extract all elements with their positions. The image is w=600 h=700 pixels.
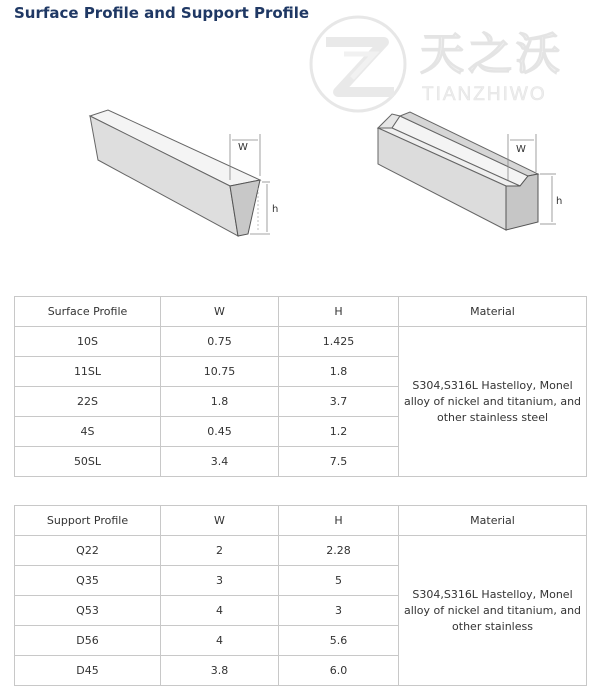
h-cell: 1.8 xyxy=(279,357,399,387)
profile-cell: D45 xyxy=(15,656,161,686)
profile-cell: Q35 xyxy=(15,566,161,596)
support-width-label: W xyxy=(516,144,526,155)
h-cell: 3.7 xyxy=(279,387,399,417)
w-cell: 10.75 xyxy=(161,357,279,387)
column-header-w: W xyxy=(161,297,279,327)
profile-cell: D56 xyxy=(15,626,161,656)
column-header-material: Material xyxy=(399,297,587,327)
w-cell: 3.8 xyxy=(161,656,279,686)
w-cell: 4 xyxy=(161,596,279,626)
h-cell: 3 xyxy=(279,596,399,626)
w-cell: 3.4 xyxy=(161,447,279,477)
profile-cell: 4S xyxy=(15,417,161,447)
surface-width-label: W xyxy=(238,142,248,153)
column-header-profile: Surface Profile xyxy=(15,297,161,327)
profile-cell: Q22 xyxy=(15,536,161,566)
support-profile-diagram xyxy=(370,100,570,240)
h-cell: 6.0 xyxy=(279,656,399,686)
table-row xyxy=(15,327,587,357)
w-cell: 2 xyxy=(161,536,279,566)
support-height-label: h xyxy=(556,196,563,207)
w-cell: 1.8 xyxy=(161,387,279,417)
table-header-row xyxy=(15,506,587,536)
material-cell: S304,S316L Hastelloy, Monel alloy of nickel and titanium, and other stainless steel xyxy=(399,327,587,477)
w-cell: 4 xyxy=(161,626,279,656)
h-cell: 7.5 xyxy=(279,447,399,477)
profile-cell: 50SL xyxy=(15,447,161,477)
h-cell: 2.28 xyxy=(279,536,399,566)
profile-cell: Q53 xyxy=(15,596,161,626)
watermark-chinese-text: 天之沃 xyxy=(420,29,564,80)
column-header-h: H xyxy=(279,506,399,536)
w-cell: 0.75 xyxy=(161,327,279,357)
page-title: Surface Profile and Support Profile xyxy=(14,4,310,22)
watermark-english-text: TIANZHIWO xyxy=(422,84,547,105)
table-header-row xyxy=(15,297,587,327)
h-cell: 1.425 xyxy=(279,327,399,357)
column-header-material: Material xyxy=(399,506,587,536)
surface-profile-table xyxy=(14,296,587,477)
surface-profile-diagram xyxy=(70,100,290,250)
profile-cell: 11SL xyxy=(15,357,161,387)
profile-cell: 22S xyxy=(15,387,161,417)
column-header-h: H xyxy=(279,297,399,327)
h-cell: 5.6 xyxy=(279,626,399,656)
w-cell: 0.45 xyxy=(161,417,279,447)
support-profile-table xyxy=(14,505,587,686)
table-row xyxy=(15,536,587,566)
h-cell: 5 xyxy=(279,566,399,596)
h-cell: 1.2 xyxy=(279,417,399,447)
w-cell: 3 xyxy=(161,566,279,596)
material-cell: S304,S316L Hastelloy, Monel alloy of nickel and titanium, and other stainless xyxy=(399,536,587,686)
column-header-w: W xyxy=(161,506,279,536)
surface-height-label: h xyxy=(272,204,279,215)
column-header-profile: Support Profile xyxy=(15,506,161,536)
profile-cell: 10S xyxy=(15,327,161,357)
